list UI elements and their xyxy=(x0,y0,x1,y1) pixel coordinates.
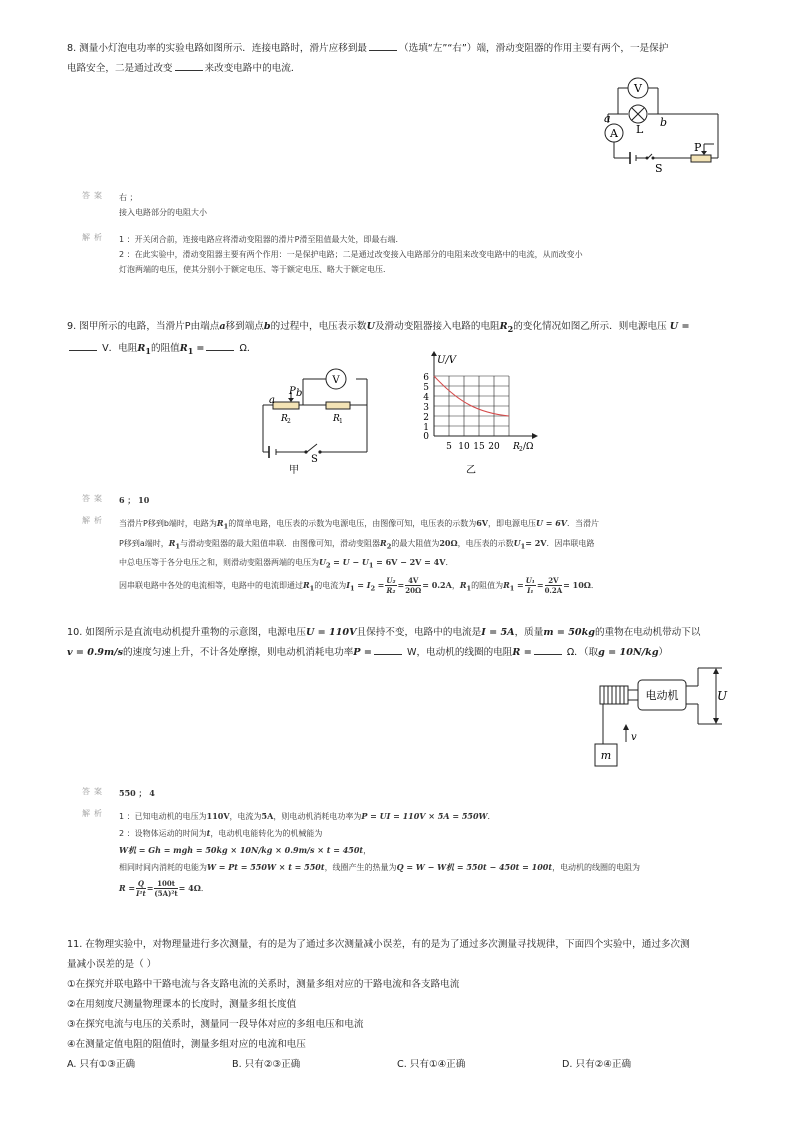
analysis-text: ，则电动机消耗电功率为 xyxy=(273,812,362,821)
analysis-label: 解析 xyxy=(82,516,106,525)
q9-analysis xyxy=(82,515,722,596)
analysis-line: 1 ：开关闭合前，连接电路应将滑动变阻器的滑片P滑至阻值最大处，即最右端． xyxy=(119,235,404,244)
q9-text: V．电阻 xyxy=(102,342,138,354)
question-9 xyxy=(67,317,727,361)
voltage-label: U xyxy=(716,689,728,703)
q9-text: 的过程中，电压表示数 xyxy=(270,321,367,332)
q9-var-r: R xyxy=(179,342,188,354)
switch-label: S xyxy=(655,162,663,174)
y-tick: 1 xyxy=(423,423,429,433)
q9-text: 移到端点 xyxy=(225,321,264,332)
q8-blank-2 xyxy=(175,59,203,71)
var: t xyxy=(206,828,211,838)
q10-motor-diagram xyxy=(590,660,730,770)
analysis-label: 解析 xyxy=(82,233,106,242)
value: 20Ω xyxy=(439,537,458,548)
analysis-text: ，线圈产生的热量为 xyxy=(324,863,397,872)
q11-item: ②在用刻度尺测量物理课本的长度时，测量多组长度值 xyxy=(67,999,297,1010)
q11-item: ④在测量定值电阻的阻值时，测量多组对应的电流和电压 xyxy=(67,1039,306,1050)
q9-answer xyxy=(82,493,722,508)
y-tick: 4 xyxy=(423,393,429,403)
q9-graph-figure xyxy=(414,351,549,478)
eq: = xyxy=(397,579,405,590)
analysis-text: ． xyxy=(445,558,454,568)
sub: 1 xyxy=(368,561,374,570)
equation: R = xyxy=(119,883,136,893)
var: R xyxy=(503,579,510,590)
analysis-text: ，电流为 xyxy=(229,812,262,821)
q8-text: （选填“左”“右”）端，滑动变阻器的作用主要有两个，一是保护 xyxy=(399,43,669,54)
denominator: 20Ω xyxy=(405,585,422,595)
var: R xyxy=(303,579,310,590)
analysis-line: 灯泡两端的电压，使其分别小于额定电压、等于额定电压、略大于额定电压． xyxy=(119,265,391,274)
q10-answer xyxy=(82,786,722,801)
x-tick: 5 xyxy=(446,442,452,452)
x-axis-unit: /Ω xyxy=(523,442,534,452)
value: = 4Ω xyxy=(178,883,201,893)
end-a-label: a xyxy=(269,395,275,406)
analysis-text: ， xyxy=(363,846,372,855)
q9-text: 的变化情况如图乙所示．则电源电压 xyxy=(513,321,667,332)
option-b[interactable]: B. 只有②③正确 xyxy=(232,1059,301,1070)
q10-eq: U = 110V xyxy=(305,627,357,638)
y-axis-label: U/V xyxy=(437,355,457,366)
q8-analysis xyxy=(82,232,722,277)
analysis-text: 2 ：设物体运动的时间为 xyxy=(119,829,207,838)
var: R xyxy=(380,537,387,548)
sub: 1 xyxy=(466,584,472,593)
analysis-text: 相同时间内消耗的电能为 xyxy=(119,863,207,872)
voltmeter-label: V xyxy=(332,375,340,386)
q9-circuit-figure xyxy=(255,362,380,478)
q9-var-b: b xyxy=(263,321,271,332)
analysis-text: ，电压表的示数 xyxy=(457,538,514,548)
q10-text: ） xyxy=(658,647,669,658)
numerator: U₂ xyxy=(386,575,396,585)
q9-blank-2 xyxy=(206,339,234,351)
point-a-label: a xyxy=(604,112,611,125)
analysis-text: ．因串联电路 xyxy=(546,538,595,548)
q11-stem: 量减小误差的是（ ） xyxy=(67,959,157,970)
answer-line: 6 ； 10 xyxy=(119,495,150,505)
q10-analysis xyxy=(82,808,722,898)
sub: 1 xyxy=(509,584,515,593)
slider-label: P xyxy=(694,141,702,154)
equation: W机 = Gh = mgh = 50kg × 10N/kg × 0.9m/s × t = 450t xyxy=(119,845,364,855)
numerator: Q xyxy=(137,879,144,888)
analysis-text: 与滑动变阻器的最大阻值串联．由图像可知，滑动变阻器 xyxy=(180,538,381,548)
x-tick: 20 xyxy=(488,442,500,452)
denominator: (5A)²t xyxy=(154,889,178,898)
value: = 2V xyxy=(525,537,547,548)
fraction xyxy=(154,879,177,898)
equation: U = 6V xyxy=(535,518,568,528)
eq: = xyxy=(146,883,154,893)
analysis-text: ，电动机的线圈的电阻为 xyxy=(552,863,641,872)
y-tick: 0 xyxy=(423,432,429,442)
sub: 1 xyxy=(309,584,315,593)
value: 6V xyxy=(476,518,488,528)
q10-text: 且保持不变，电路中的电流是 xyxy=(356,627,482,638)
q8-text: 8. 测量小灯泡电功率的实验电路如图所示．连接电路时，滑片应移到最 xyxy=(67,43,368,54)
analysis-text: ，即电源电压 xyxy=(487,519,536,528)
question-8 xyxy=(67,39,727,79)
numerator: 4V xyxy=(405,576,421,586)
q11-stem: 11. 在物理实验中，对物理量进行多次测量，有的是为了通过多次测量减小误差，有的是为了通过多次测量寻找规律，下面四个实验中，通过多次测 xyxy=(67,939,690,950)
denominator: R₂ xyxy=(386,585,396,595)
q10-eq: v = 0.9m/s xyxy=(67,647,124,658)
fraction xyxy=(405,576,421,595)
question-11 xyxy=(67,935,727,1075)
q8-answer xyxy=(82,190,722,220)
slider-label: P xyxy=(289,386,296,397)
value: = 0.2A xyxy=(422,579,452,590)
velocity-label: v xyxy=(631,732,637,743)
q8-circuit-diagram xyxy=(596,76,726,174)
q9-blank-1 xyxy=(69,339,97,351)
x-tick: 15 xyxy=(473,442,485,452)
figure-caption-jia: 甲 xyxy=(289,465,299,476)
q10-eq: I = 5A xyxy=(481,627,515,638)
sub: 2 xyxy=(325,561,331,570)
numerator: 100t xyxy=(154,879,177,889)
analysis-text: 中总电压等于各分电压之和，则滑动变阻器两端的电压为 xyxy=(119,558,319,568)
q10-text: ，质量 xyxy=(514,627,544,638)
analysis-text: 的简单电路，电压表的示数为电源电压，由图像可知，电压表的示数为 xyxy=(228,519,477,528)
q10-text: W，电动机的线圈的电阻 xyxy=(406,647,513,658)
q8-text: 电路安全，二是通过改变 xyxy=(67,63,173,74)
value: 110V xyxy=(206,811,230,821)
y-tick: 2 xyxy=(423,413,429,423)
option-c[interactable]: C. 只有①④正确 xyxy=(397,1059,466,1070)
denominator: I²t xyxy=(136,889,146,898)
q9-sub: 1 xyxy=(145,345,151,356)
answer-line: 右 ； xyxy=(119,193,138,202)
q9-var-r: R xyxy=(499,321,508,332)
eq: = xyxy=(516,579,524,590)
analysis-text: 当滑片P移到b端时，电路为 xyxy=(119,519,217,528)
q9-text: 9. 图甲所示的电路，当滑片P由端点 xyxy=(67,321,220,332)
y-tick: 5 xyxy=(423,383,429,393)
q10-eq: g = 10N/kg xyxy=(598,647,659,658)
q11-options xyxy=(67,1055,727,1075)
numerator: 2V xyxy=(545,576,563,586)
r2-label: R xyxy=(281,414,288,424)
fraction xyxy=(385,576,396,595)
q9-var-u-eq: U = xyxy=(669,321,690,332)
voltmeter-label: V xyxy=(634,82,642,95)
equation: = U − U xyxy=(333,557,369,568)
analysis-text: ，电动机电能转化为的机械能为 xyxy=(210,829,323,838)
fraction xyxy=(136,879,146,898)
sub: 1 xyxy=(175,542,181,551)
analysis-text: 因串联电路中各处的电流相等，电路中的电流即通过 xyxy=(119,580,303,590)
q8-blank-1 xyxy=(369,39,397,51)
eq: = xyxy=(377,579,385,590)
x-axis-label: R xyxy=(513,442,520,452)
mass-label: m xyxy=(600,749,612,762)
q10-text: 的速度匀速上升，不计各处摩擦，则电动机消耗电功率 xyxy=(123,647,354,658)
q9-var-a: a xyxy=(219,321,226,332)
r1-sub: 1 xyxy=(339,418,343,425)
fraction xyxy=(545,576,563,595)
option-d[interactable]: D. 只有②④正确 xyxy=(562,1059,632,1070)
sub: 1 xyxy=(520,542,526,551)
denominator: I₁ xyxy=(527,585,534,595)
q10-text: 的重物在电动机带动下以 xyxy=(594,627,701,638)
answer-label: 答案 xyxy=(82,494,106,503)
analysis-text: ， xyxy=(451,580,460,590)
y-tick: 6 xyxy=(423,373,429,383)
analysis-text: ． xyxy=(487,812,496,821)
q9-sub: 2 xyxy=(507,323,514,334)
analysis-text: ．当滑片 xyxy=(567,519,600,528)
x-axis-label-sub: 2 xyxy=(519,446,523,453)
ammeter-label: A xyxy=(610,127,618,140)
sub: 2 xyxy=(370,584,376,593)
figure-caption-yi: 乙 xyxy=(466,465,476,476)
r1-label: R xyxy=(333,414,340,424)
value: 5A xyxy=(261,811,274,821)
q9-var-u: U xyxy=(366,321,375,332)
analysis-text: ． xyxy=(590,580,599,590)
q9-sub: 1 xyxy=(187,345,194,356)
var: I xyxy=(346,579,351,590)
equation: Q = W − W机 = 550t − 450t = 100t xyxy=(396,862,553,872)
switch-label: S xyxy=(311,454,318,465)
r2-sub: 2 xyxy=(287,418,291,425)
answer-label: 答案 xyxy=(82,787,106,796)
sub: 1 xyxy=(223,522,229,531)
value: = 10Ω xyxy=(563,579,591,590)
analysis-text: P移到a端时， xyxy=(119,538,169,548)
equation: = 6V − 2V = 4V xyxy=(376,557,446,568)
sub: 2 xyxy=(386,542,392,551)
numerator: U₁ xyxy=(525,575,535,585)
motor-label: 电动机 xyxy=(645,689,679,702)
answer-line: 接入电路部分的电阻大小 xyxy=(119,208,207,217)
q11-item: ③在探究电流与电压的关系时，测量同一段导体对应的多组电压和电流 xyxy=(67,1019,364,1030)
analysis-text: 的阻值为 xyxy=(471,580,504,590)
analysis-line: 2 ：在此实验中，滑动变阻器主要有两个作用：一是保护电路；二是通过改变接入电路部分的电阻来改变电路中的电流，从而改变小 xyxy=(119,250,583,259)
analysis-text: 的最大阻值为 xyxy=(391,538,440,548)
q9-text: Ω． xyxy=(239,342,257,354)
q10-eq: R = xyxy=(512,647,532,658)
point-b-label: b xyxy=(660,116,668,129)
equation: P = UI = 110V × 5A = 550W xyxy=(361,811,488,821)
q9-eq: = xyxy=(196,342,205,354)
analysis-label: 解析 xyxy=(82,809,106,818)
eq: = xyxy=(536,579,544,590)
denominator: 0.2A xyxy=(544,585,563,595)
q11-item: ①在探究并联电路中干路电流与各支路电流的关系时，测量多组对应的干路电流和各支路电流 xyxy=(67,979,460,990)
answer-line: 550 ； 4 xyxy=(119,788,155,798)
option-a[interactable]: A. 只有①③正确 xyxy=(67,1059,136,1070)
answer-label: 答案 xyxy=(82,191,106,200)
q10-eq: m = 50kg xyxy=(543,627,595,638)
y-tick: 3 xyxy=(423,403,429,413)
var: = I xyxy=(357,579,371,590)
q8-text: 来改变电路中的电流． xyxy=(204,63,301,74)
q10-blank-1 xyxy=(374,643,402,655)
lamp-label: L xyxy=(636,123,644,136)
end-b-label: b xyxy=(296,388,303,399)
sub: 1 xyxy=(350,584,355,593)
q9-text: 及滑动变阻器接入电路的电阻 xyxy=(374,321,500,332)
var: R xyxy=(459,579,467,590)
var: R xyxy=(216,518,224,528)
q10-text: Ω．（取 xyxy=(566,647,599,658)
fraction xyxy=(525,576,536,595)
var: R xyxy=(168,537,176,548)
analysis-text: ． xyxy=(200,884,209,893)
equation: W = Pt = 550W × t = 550t xyxy=(207,862,325,872)
q10-text: 10. 如图所示是直流电动机提升重物的示意图，电源电压 xyxy=(67,627,306,638)
q9-text: 的阻值 xyxy=(150,342,180,354)
analysis-text: 的电流为 xyxy=(314,580,347,590)
var: U xyxy=(319,557,326,568)
var: U xyxy=(513,537,521,548)
q9-var-r: R xyxy=(137,342,146,354)
question-10 xyxy=(67,623,727,663)
analysis-text: 1 ：已知电动机的电压为 xyxy=(119,812,207,821)
q10-blank-2 xyxy=(534,643,562,655)
x-tick: 10 xyxy=(458,442,470,452)
q10-eq: P = xyxy=(353,647,372,658)
